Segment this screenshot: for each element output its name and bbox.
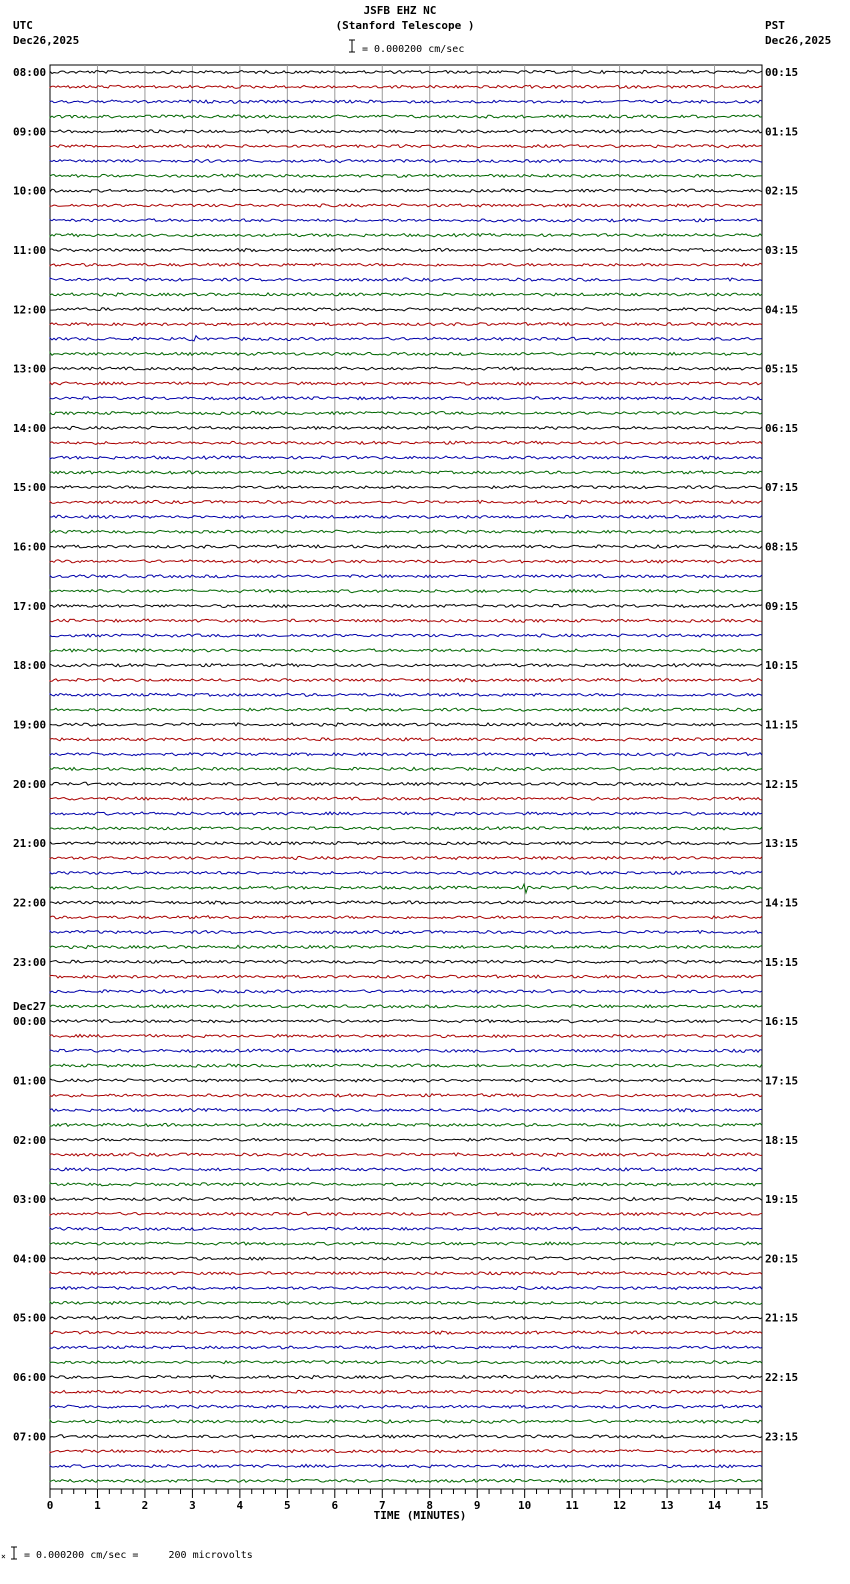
seismogram-trace [50,1479,762,1482]
pst-hour-label: 21:15 [765,1311,799,1325]
left-date: Dec26,2025 [13,34,80,47]
utc-hour-label: 07:00 [13,1430,47,1444]
utc-hour-label: 03:00 [13,1193,47,1207]
pst-hour-label: 18:15 [765,1133,799,1147]
date-change-label: Dec27 [13,1000,47,1014]
seismogram-trace [50,738,762,741]
seismogram-trace [50,678,762,681]
x-tick-label: 7 [378,1499,386,1512]
seismogram-trace [50,782,762,785]
seismogram-trace [50,634,762,637]
seismogram-trace [50,456,762,459]
seismogram-trace [50,1049,762,1052]
seismogram-trace [50,441,762,444]
seismogram-trace [50,248,762,251]
pst-hour-label: 20:15 [765,1252,799,1266]
seismogram-trace [50,278,762,281]
pst-hour-label: 11:15 [765,718,799,732]
utc-hour-label: 20:00 [13,777,47,791]
seismogram-trace [50,1390,762,1393]
pst-hour-label: 01:15 [765,125,799,139]
seismogram-trace [50,1198,762,1201]
seismogram-trace [50,189,762,192]
seismogram-trace [50,1227,762,1230]
pst-hour-label: 13:15 [765,837,799,851]
seismogram-trace [50,1331,762,1334]
footer-marker: × [1,1552,6,1561]
seismogram-trace [50,85,762,88]
seismogram-trace [50,931,762,934]
pst-hour-label: 05:15 [765,362,799,376]
seismogram-trace [50,753,762,756]
seismogram-trace [50,426,762,429]
seismogram-trace [50,1405,762,1408]
seismogram-trace [50,412,762,415]
seismogram-trace [50,1183,762,1186]
seismogram-trace [50,604,762,607]
pst-hour-label: 19:15 [765,1193,799,1207]
station-title: JSFB EHZ NC [363,4,437,17]
seismogram-trace [50,590,762,593]
seismogram-trace [50,545,762,548]
left-timezone: UTC [13,19,33,32]
utc-hour-label: 06:00 [13,1371,47,1385]
seismogram-trace [50,884,762,893]
seismogram-trace [50,1153,762,1156]
seismogram-trace [50,990,762,993]
seismogram-trace [50,827,762,830]
x-tick-label: 5 [284,1499,291,1512]
utc-hour-label: 23:00 [13,955,47,969]
seismogram-trace [50,856,762,859]
pst-hour-label: 09:15 [765,599,799,613]
seismogram-trace [50,1375,762,1378]
seismogram-trace [50,308,762,311]
right-timezone: PST [765,19,785,32]
utc-hour-label: 16:00 [13,540,47,554]
seismogram-trace [50,486,762,489]
seismogram-trace [50,812,762,815]
x-tick-label: 2 [141,1499,149,1512]
seismogram-trace [50,1435,762,1438]
seismogram-trace [50,1464,762,1467]
utc-hour-label: 22:00 [13,896,47,910]
pst-hour-label: 02:15 [765,184,799,198]
seismogram-trace [50,1257,762,1260]
seismogram-trace [50,336,762,341]
seismogram-trace [50,619,762,622]
seismogram-trace [50,1109,762,1112]
seismogram-trace [50,1420,762,1423]
seismogram-trace [50,397,762,400]
utc-hour-label: 01:00 [13,1074,47,1088]
pst-hour-label: 03:15 [765,243,799,257]
seismogram-trace [50,1287,762,1290]
x-tick-label: 3 [189,1499,196,1512]
utc-hour-label: 00:00 [13,1015,47,1029]
x-tick-label: 9 [473,1499,481,1512]
utc-hour-label: 12:00 [13,303,47,317]
x-tick-label: 13 [660,1499,674,1512]
seismogram-trace [50,901,762,904]
pst-hour-label: 17:15 [765,1074,799,1088]
utc-hour-label: 02:00 [13,1133,47,1147]
x-tick-label: 12 [612,1499,627,1512]
pst-hour-label: 23:15 [765,1430,799,1444]
seismogram-trace [50,797,762,800]
seismogram-trace [50,1064,762,1067]
seismogram-trace [50,1079,762,1082]
seismogram-trace [50,159,762,162]
seismogram-trace [50,1361,762,1364]
seismogram-trace [50,1301,762,1304]
seismogram-trace [50,664,762,667]
utc-hour-label: 09:00 [13,125,47,139]
seismogram-trace [50,1316,762,1319]
seismogram-trace [50,145,762,148]
x-tick-label: 6 [331,1499,339,1512]
scale-label: = 0.000200 cm/sec [362,44,465,55]
pst-hour-label: 14:15 [765,896,799,910]
seismogram-trace [50,382,762,385]
seismogram-trace [50,916,762,919]
seismogram-trace [50,219,762,222]
x-tick-label: 14 [707,1499,722,1512]
seismogram-trace [50,960,762,963]
seismogram-trace [50,1005,762,1008]
seismogram-trace [50,560,762,563]
seismogram-trace [50,975,762,978]
seismogram-trace [50,1346,762,1349]
seismogram-trace [50,723,762,726]
utc-hour-label: 21:00 [13,837,47,851]
seismogram-trace [50,500,762,503]
seismogram-trace [50,115,762,118]
seismogram-trace [50,575,762,578]
seismogram-trace [50,204,762,207]
pst-hour-label: 22:15 [765,1371,799,1385]
seismogram-trace [50,1123,762,1126]
seismogram-trace [50,100,762,103]
utc-hour-label: 08:00 [13,66,47,79]
seismogram-trace [50,693,762,696]
seismogram-trace [50,234,762,237]
utc-hour-label: 10:00 [13,184,47,198]
utc-hour-label: 14:00 [13,421,47,435]
pst-hour-label: 04:15 [765,303,799,317]
utc-hour-label: 13:00 [13,362,47,376]
site-title: (Stanford Telescope ) [335,19,475,32]
seismogram-trace [50,1450,762,1453]
pst-hour-label: 16:15 [765,1015,799,1029]
seismogram-trace [50,945,762,948]
x-tick-label: 0 [46,1499,54,1512]
pst-hour-label: 00:15 [765,66,799,79]
utc-hour-label: 15:00 [13,481,47,495]
seismogram-trace [50,530,762,533]
seismogram-trace [50,1242,762,1245]
x-tick-label: 8 [426,1499,434,1512]
seismogram-trace [50,1212,762,1215]
seismogram-trace [50,708,762,711]
seismogram-trace [50,471,762,474]
pst-hour-label: 10:15 [765,659,799,673]
x-tick-label: 10 [518,1499,532,1512]
seismogram-trace [50,323,762,326]
seismogram-trace [50,1094,762,1097]
footer-scale-note: = 0.000200 cm/sec = 200 microvolts [24,1550,253,1561]
seismogram-trace [50,367,762,370]
seismogram-trace [50,263,762,266]
x-tick-label: 15 [755,1499,769,1512]
pst-hour-label: 12:15 [765,777,799,791]
seismogram-trace [50,130,762,133]
pst-hour-label: 06:15 [765,421,799,435]
seismogram-trace [50,515,762,518]
x-axis-label: TIME (MINUTES) [373,1509,467,1522]
seismogram-trace [50,649,762,652]
seismogram-trace [50,1138,762,1141]
utc-hour-label: 19:00 [13,718,47,732]
right-date: Dec26,2025 [765,34,832,47]
utc-hour-label: 04:00 [13,1252,47,1266]
x-tick-label: 4 [236,1499,244,1512]
seismogram-trace [50,1034,762,1037]
seismogram-trace [50,1272,762,1275]
pst-hour-label: 07:15 [765,481,799,495]
plot-frame [50,65,762,1489]
utc-hour-label: 18:00 [13,659,47,673]
seismogram-trace [50,1168,762,1171]
utc-hour-label: 17:00 [13,599,47,613]
seismogram-trace [50,174,762,177]
seismogram-trace [50,293,762,296]
seismogram-trace [50,842,762,845]
utc-hour-label: 05:00 [13,1311,47,1325]
seismogram-trace [50,767,762,770]
utc-hour-label: 11:00 [13,243,47,257]
seismogram-trace [50,1020,762,1023]
pst-hour-label: 08:15 [765,540,799,554]
x-tick-label: 11 [565,1499,579,1512]
seismogram-trace [50,871,762,874]
x-tick-label: 1 [94,1499,101,1512]
seismogram-trace [50,352,762,355]
seismogram-trace [50,70,762,73]
pst-hour-label: 15:15 [765,955,799,969]
